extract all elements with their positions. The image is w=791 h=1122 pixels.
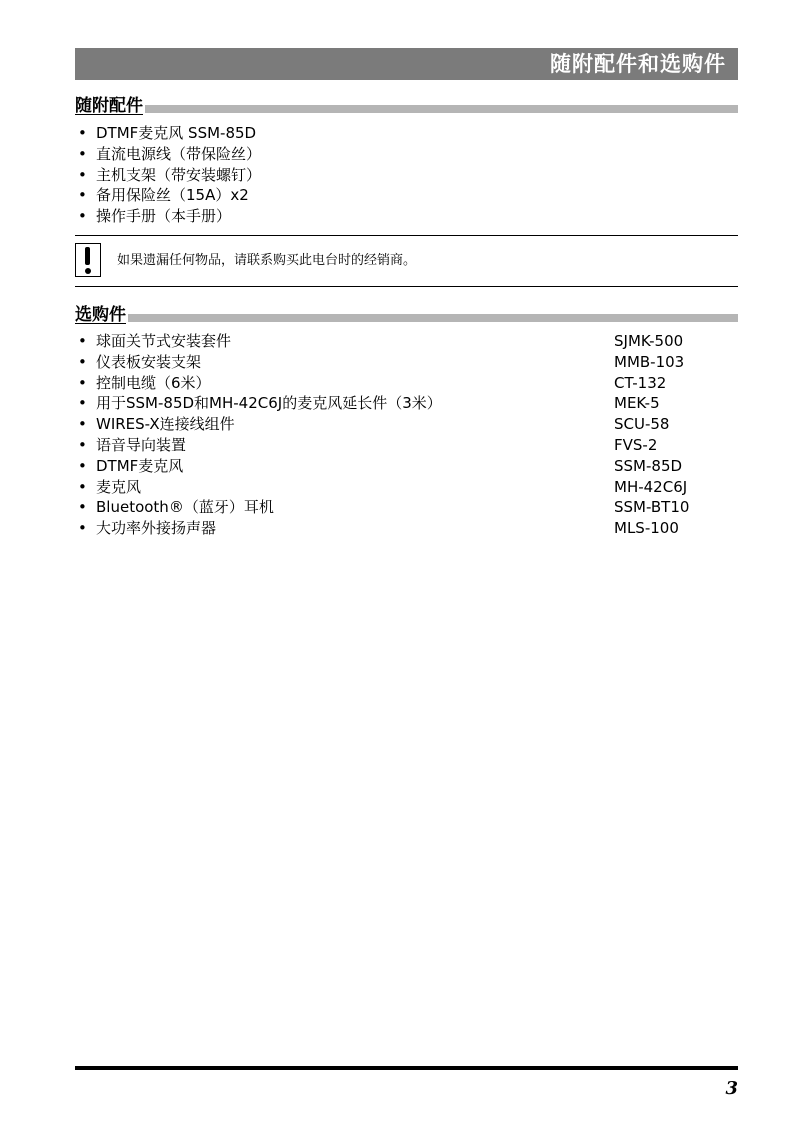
list-item (78, 331, 718, 352)
caution-text: 如果遗漏任何物品，请联系购买此电台时的经销商。 (117, 253, 417, 268)
list-item (78, 477, 718, 498)
bullet: • (78, 415, 87, 434)
option-name: 仪表板安装支架 (96, 352, 202, 371)
option-name: 球面关节式安装套件 (96, 332, 232, 350)
heading-rule (75, 314, 738, 322)
option-code: SSM-BT10 (614, 498, 690, 517)
bullet: • (78, 394, 87, 413)
options-list (78, 331, 718, 539)
list-item (78, 185, 478, 206)
options-heading-label: 选购件 (75, 305, 126, 325)
option-code: MH-42C6J (614, 477, 688, 496)
bullet: • (78, 186, 87, 205)
option-name: 语音导向装置 (96, 435, 187, 454)
option-code: SJMK-500 (614, 332, 684, 350)
heading-rule (75, 105, 738, 113)
bullet: • (78, 477, 87, 496)
list-item (78, 435, 718, 456)
list-item (78, 206, 478, 227)
bullet: • (78, 373, 87, 392)
item-label: 主机支架（带安装螺钉） (96, 165, 262, 184)
option-code: MLS-100 (614, 519, 679, 538)
option-name: DTMF麦克风 (96, 456, 184, 475)
supplied-heading-label: 随附配件 (75, 96, 143, 116)
option-code: SSM-85D (614, 456, 683, 475)
list-item (78, 414, 718, 435)
item-label: 备用保险丝（15A）x2 (96, 186, 249, 205)
bullet: • (78, 332, 87, 350)
page-title: 随附配件和选购件 (550, 52, 726, 76)
options-heading (75, 305, 738, 327)
bullet: • (78, 498, 87, 517)
supplied-accessories-list (78, 123, 478, 227)
bullet: • (78, 435, 87, 454)
list-item (78, 352, 718, 373)
list-item (78, 497, 718, 518)
option-name: 用于SSM-85D和MH-42C6J的麦克风延长件（3米） (96, 394, 442, 413)
list-item (78, 456, 718, 477)
footer-rule (75, 1066, 738, 1070)
option-code: SCU-58 (614, 415, 670, 434)
page-header-bar (75, 48, 738, 80)
option-code: MEK-5 (614, 394, 660, 413)
list-item (78, 144, 478, 165)
exclamation-icon (75, 243, 101, 277)
supplied-accessories-heading (75, 96, 738, 118)
list-item (78, 518, 718, 539)
item-label: DTMF麦克风 SSM-85D (96, 124, 257, 142)
option-code: CT-132 (614, 373, 667, 392)
option-name: Bluetooth®（蓝牙）耳机 (96, 498, 274, 517)
option-code: FVS-2 (614, 435, 658, 454)
caution-note (75, 235, 738, 287)
bullet: • (78, 352, 87, 371)
list-item (78, 123, 478, 144)
bullet: • (78, 124, 87, 142)
option-code: MMB-103 (614, 352, 685, 371)
option-name: 麦克风 (96, 477, 142, 496)
bullet: • (78, 144, 87, 163)
option-name: WIRES-X连接线组件 (96, 415, 235, 434)
item-label: 直流电源线（带保险丝） (96, 144, 262, 163)
list-item (78, 373, 718, 394)
bullet: • (78, 207, 87, 226)
bullet: • (78, 456, 87, 475)
list-item (78, 393, 718, 414)
item-label: 操作手册（本手册） (96, 207, 232, 226)
option-name: 大功率外接扬声器 (96, 519, 217, 538)
bullet: • (78, 519, 87, 538)
page-number: 3 (725, 1078, 738, 1099)
bullet: • (78, 165, 87, 184)
list-item (78, 165, 478, 186)
option-name: 控制电缆（6米） (96, 373, 211, 392)
